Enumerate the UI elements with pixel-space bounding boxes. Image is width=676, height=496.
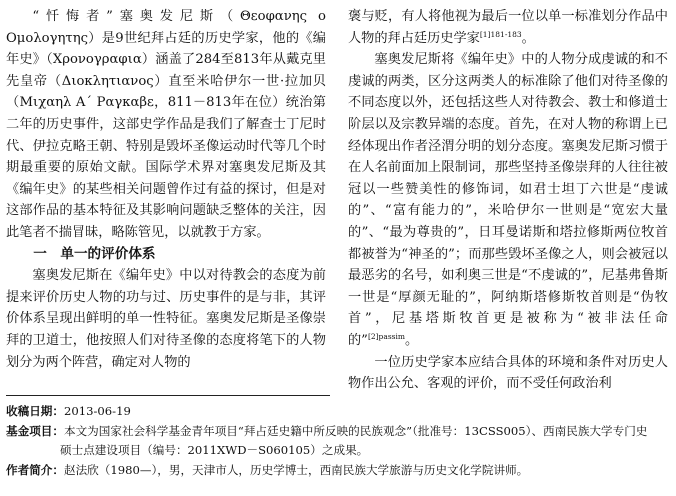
evaluation-paragraph-continued bbox=[348, 6, 668, 49]
fund-label: 基金项目： bbox=[6, 423, 64, 438]
author-value: 赵法欣（1980—），男，天津市人，历史学博士，西南民族大学旅游与历史文化学院讲师。 bbox=[63, 462, 529, 477]
evaluation-paragraph: 塞奥发尼斯在《编年史》中以对待教会的态度为前提来评价历史人物的功与过、历史事件的是与非，其评价体系呈现出鲜明的单一性特征。塞奥发尼斯是圣像崇拜的卫道士，他按照人们对待圣像的态度将笔下的人物划分为两个阵营，确定对人物的 bbox=[6, 268, 326, 370]
footnotes bbox=[6, 402, 670, 480]
paragraph-end: 。 bbox=[521, 30, 535, 46]
paragraph-text: 褒与贬，有人将他视为最后一位以单一标准划分作品中人物的拜占廷历史学家 bbox=[348, 9, 668, 46]
left-column bbox=[6, 6, 326, 373]
right-column bbox=[348, 6, 668, 395]
received-date bbox=[6, 402, 670, 422]
author-label: 作者简介： bbox=[6, 462, 64, 477]
historian-paragraph: 一位历史学家本应结合具体的环境和条件对历史人物作出公允、客观的评价，而不受任何政治利 bbox=[348, 354, 668, 392]
citation-marker: [2]passim bbox=[367, 331, 406, 341]
footnote-divider bbox=[6, 395, 330, 396]
received-value: 2013-06-19 bbox=[63, 404, 131, 418]
citation-marker: [1]181-183 bbox=[479, 29, 522, 39]
paragraph-text: 塞奥发尼斯将《编年史》中的人物分成虔诚的和不虔诚的两类，区分这两类人的标准除了他们对待圣像的不同态度以外，还包括这些人对待教会、教士和修道士阶层以及宗教异端的态度。首先，在对人物的称谓上已经体现出作者泾渭分明的划分态度。塞奥发尼斯习惯于在人名前面加上限制词，那些坚持圣像崇拜的人往往被冠以一些赞美性的修饰词，如君士坦丁六世是“虔诚的”、“富有能力的”，米哈伊尔一世则是“宽宏大量的”、“最为尊贵的”，日耳曼诺斯和塔拉修斯两位牧首都被誉为“神圣的”；而那些毁坏圣像之人，则会被冠以最恶劣的名号，如利奥三世是“不虔诚的”，尼基弗鲁斯一世是“厚颜无耻的”，阿纳斯塔修斯牧首则是“伪牧首”，尼基塔斯牧首更是被称为“被非法任命的” bbox=[348, 52, 668, 348]
fund-line-1: 本文为国家社会科学基金青年项目“拜占廷史籍中所反映的民族观念”（批准号：13CSS005）、西南民族大学专门史 bbox=[63, 423, 648, 438]
received-label: 收稿日期： bbox=[6, 404, 64, 418]
intro-paragraph: “忏悔者”塞奥发尼斯（Θεοφανης ο Ομολογητης）是9世纪拜占廷的历史学家，他的《编年史》（Χρονογραφια）涵盖了284至813年从戴克里先皇帝（Διοκλητιανος）直至米哈伊尔一世·拉加贝（Μιχαηλ Α΄ Ραγκαβε，811－813年在位）统治第二年的历史事件，这部史学作品是我们了解查士丁尼时代、伊拉克略王朝、特别是毁坏圣像运动时代等几个时期最重要的原始文献。国际学术界对塞奥发尼斯及其《编年史》的某些相关问题曾作过有益的探讨，但是对这部作品的基本特征及其影响问题缺乏整体的关注，因此笔者不揣冒昧，略陈管见，以就教于方家。 bbox=[6, 9, 326, 240]
section-heading: 一 单一的评价体系 bbox=[33, 245, 156, 262]
fund-project-continued: 硕士点建设项目（编号：2011XWD－S060105）之成果。 bbox=[60, 443, 369, 457]
paragraph-end: 。 bbox=[405, 332, 419, 348]
author-info bbox=[6, 461, 670, 481]
fund-project bbox=[6, 422, 670, 442]
classification-paragraph bbox=[348, 49, 668, 351]
